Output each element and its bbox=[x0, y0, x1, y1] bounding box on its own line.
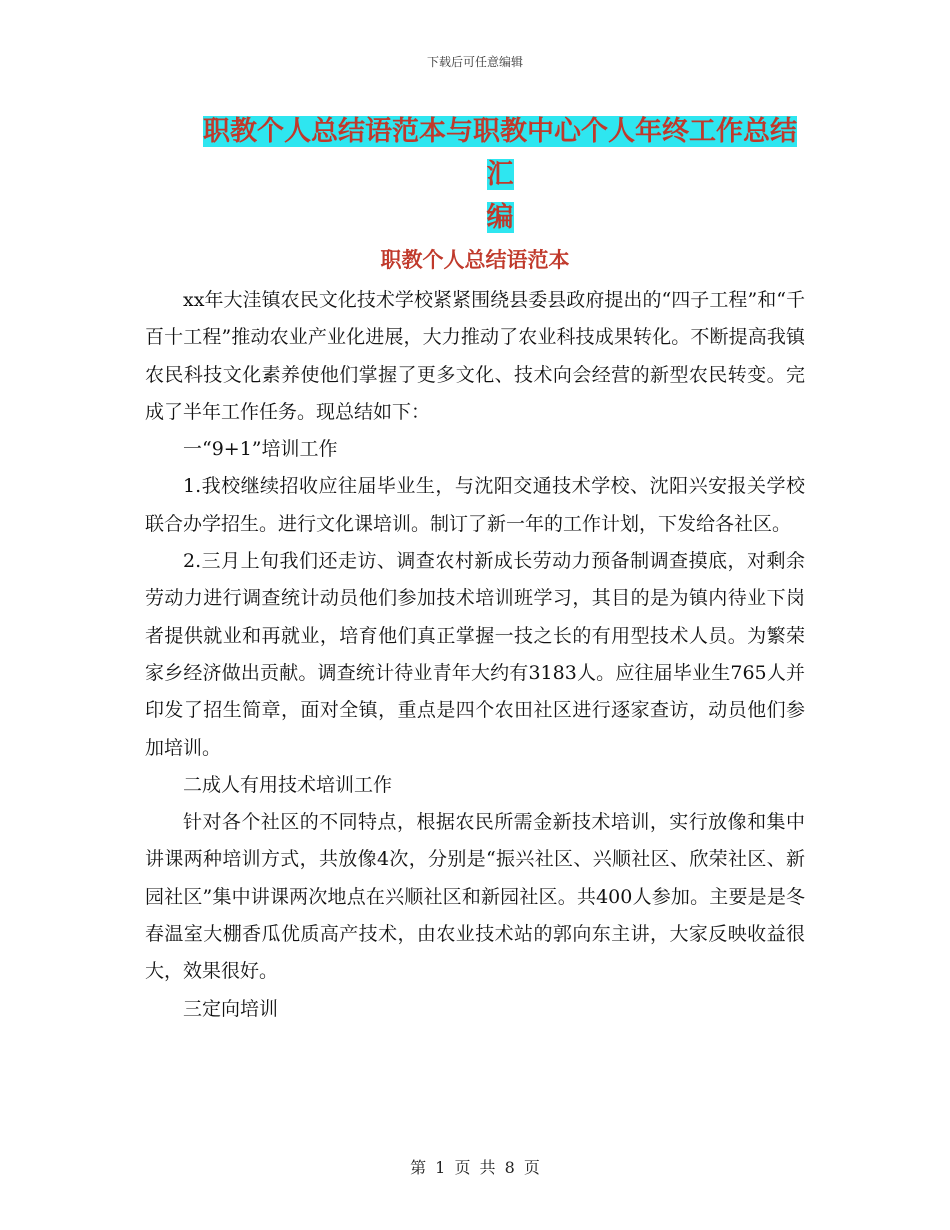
header-note: 下载后可任意编辑 bbox=[426, 55, 523, 69]
page-footer: 第 1 页 共 8 页 bbox=[410, 1158, 540, 1177]
document-title-line-2: 编 bbox=[486, 202, 514, 233]
body-paragraph: 针对各个社区的不同特点，根据农民所需金新技术培训，实行放像和集中讲课两种培训方式，共放像4次，分别是“振兴社区、兴顺社区、欣荣社区、新园社区”集中讲课两次地点在兴顺社区和新园社区。共400人参加。主要是是冬春温室大棚香瓜优质高产技术，由农业技术站的郭向东主讲，大家反映收益很大，效果很好。 bbox=[145, 811, 805, 983]
body-paragraph: 2.三月上旬我们还走访、调查农村新成长劳动力预备制调查摸底，对剩余劳动力进行调查统计动员他们参加技术培训班学习，其目的是为镇内待业下岗者提供就业和再就业，培育他们真正掌握一技之长的有用型技术人员。为繁荣家乡经济做出贡献。调查统计待业青年大约有3183人。应往届毕业生765人并印发了招生简章，面对全镇，重点是四个农田社区进行逐家查访，动员他们参加培训。 bbox=[145, 550, 805, 759]
document-title bbox=[190, 110, 810, 239]
document-title-line-1: 职教个人总结语范本与职教中心个人年终工作总结汇 bbox=[203, 116, 797, 190]
body-paragraph: 三定向培训 bbox=[183, 997, 279, 1020]
document-body bbox=[145, 282, 805, 1028]
body-paragraph: 一“9+1”培训工作 bbox=[183, 438, 338, 461]
body-paragraph: 1.我校继续招收应往届毕业生，与沈阳交通技术学校、沈阳兴安报关学校联合办学招生。进行文化课培训。制订了新一年的工作计划，下发给各社区。 bbox=[145, 475, 805, 535]
section-title: 职教个人总结语范本 bbox=[380, 248, 570, 272]
body-paragraph: 二成人有用技术培训工作 bbox=[183, 773, 393, 796]
body-paragraph: xx年大洼镇农民文化技术学校紧紧围绕县委县政府提出的“四子工程”和“千百十工程”推动农业产业化进展，大力推动了农业科技成果转化。不断提高我镇农民科技文化素养使他们掌握了更多文化、技术向会经营的新型农民转变。完成了半年工作任务。现总结如下： bbox=[145, 289, 805, 423]
